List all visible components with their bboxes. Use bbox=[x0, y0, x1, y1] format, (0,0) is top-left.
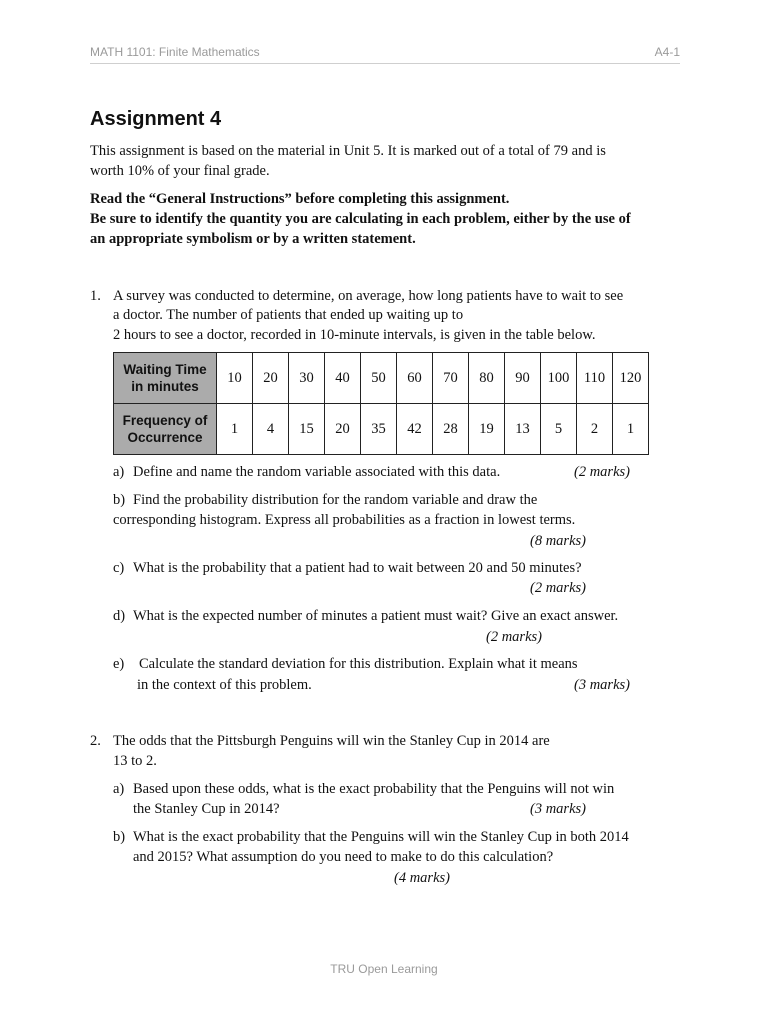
table-cell: 30 bbox=[289, 353, 325, 404]
q1d-text: What is the expected number of minutes a patient must wait? Give an exact answer. bbox=[133, 608, 619, 624]
table-cell: 40 bbox=[325, 353, 361, 404]
table-cell: 110 bbox=[577, 353, 613, 404]
table-cell: 1 bbox=[217, 404, 253, 455]
table-cell: 35 bbox=[361, 404, 397, 455]
table-cell: 15 bbox=[289, 404, 325, 455]
q1a-label: a) bbox=[113, 464, 125, 480]
table-cell: 10 bbox=[217, 353, 253, 404]
table-cell: 2 bbox=[577, 404, 613, 455]
q1-line: a doctor. The number of patients that ended up waiting up to bbox=[113, 307, 464, 323]
q1e-label: e) bbox=[113, 656, 125, 672]
q2b-marks: (4 marks) bbox=[394, 870, 450, 886]
header-divider bbox=[90, 63, 680, 64]
q2a-label: a) bbox=[113, 781, 125, 797]
q2a-line: the Stanley Cup in 2014? bbox=[133, 801, 280, 817]
q2b-line: What is the exact probability that the Penguins will win the Stanley Cup in both 2014 bbox=[133, 829, 629, 845]
table-header-cell bbox=[114, 404, 217, 455]
q1-number: 1. bbox=[90, 288, 101, 304]
header-text: Waiting Time bbox=[123, 362, 207, 377]
q2b-label: b) bbox=[113, 829, 126, 845]
q1-line: 2 hours to see a doctor, recorded in 10-minute intervals, is given in the table below. bbox=[113, 327, 596, 343]
q1c-marks: (2 marks) bbox=[530, 580, 586, 596]
table-row bbox=[114, 353, 649, 404]
header-text: Occurrence bbox=[127, 430, 203, 445]
table-cell: 100 bbox=[541, 353, 577, 404]
table-cell: 13 bbox=[505, 404, 541, 455]
table-cell: 1 bbox=[613, 404, 649, 455]
q1b-line: Find the probability distribution for the random variable and draw the bbox=[133, 492, 538, 508]
q1d-marks: (2 marks) bbox=[486, 629, 542, 645]
table-header-cell bbox=[114, 353, 217, 404]
q1e-marks: (3 marks) bbox=[574, 677, 630, 693]
table-cell: 70 bbox=[433, 353, 469, 404]
table-cell: 4 bbox=[253, 404, 289, 455]
instruction-line: an appropriate symbolism or by a written statement. bbox=[90, 231, 416, 247]
q1e-line: in the context of this problem. bbox=[137, 677, 312, 693]
course-title: MATH 1101: Finite Mathematics bbox=[90, 45, 260, 59]
q2b-line: and 2015? What assumption do you need to make to do this calculation? bbox=[133, 849, 554, 865]
waiting-time-table bbox=[113, 352, 649, 455]
q2-number: 2. bbox=[90, 733, 101, 749]
page-footer: TRU Open Learning bbox=[330, 962, 438, 976]
intro-paragraph bbox=[90, 141, 680, 181]
table-cell: 20 bbox=[253, 353, 289, 404]
table-cell: 50 bbox=[361, 353, 397, 404]
table-cell: 5 bbox=[541, 404, 577, 455]
header-text: Frequency of bbox=[122, 413, 208, 428]
q1c-label: c) bbox=[113, 560, 125, 576]
q2-line: 13 to 2. bbox=[113, 753, 157, 769]
q1b-line: corresponding histogram. Express all probabilities as a fraction in lowest terms. bbox=[113, 512, 576, 528]
q1-line: A survey was conducted to determine, on average, how long patients have to wait to see bbox=[113, 288, 624, 304]
q1b-label: b) bbox=[113, 492, 126, 508]
table-cell: 80 bbox=[469, 353, 505, 404]
q1a-text: Define and name the random variable associated with this data. bbox=[133, 464, 501, 480]
table-cell: 90 bbox=[505, 353, 541, 404]
table-cell: 20 bbox=[325, 404, 361, 455]
intro-line: This assignment is based on the material in Unit 5. It is marked out of a total of 79 and is bbox=[90, 143, 606, 159]
table-cell: 42 bbox=[397, 404, 433, 455]
table-cell: 19 bbox=[469, 404, 505, 455]
page-code: A4-1 bbox=[654, 45, 680, 59]
table-row bbox=[114, 404, 649, 455]
q1e-line: Calculate the standard deviation for this distribution. Explain what it means bbox=[139, 656, 578, 672]
instruction-line: Be sure to identify the quantity you are calculating in each problem, either by the use of bbox=[90, 211, 631, 227]
q2-line: The odds that the Pittsburgh Penguins will win the Stanley Cup in 2014 are bbox=[113, 733, 550, 749]
q1a-marks: (2 marks) bbox=[574, 464, 630, 480]
q2a-marks: (3 marks) bbox=[530, 801, 586, 817]
table-cell: 28 bbox=[433, 404, 469, 455]
table-cell: 60 bbox=[397, 353, 433, 404]
q1b-marks: (8 marks) bbox=[530, 533, 586, 549]
instructions-paragraph bbox=[90, 189, 680, 249]
assignment-title: Assignment 4 bbox=[90, 108, 222, 130]
table-cell: 120 bbox=[613, 353, 649, 404]
q1c-text: What is the probability that a patient had to wait between 20 and 50 minutes? bbox=[133, 560, 582, 576]
intro-line: worth 10% of your final grade. bbox=[90, 163, 270, 179]
q2a-line: Based upon these odds, what is the exact probability that the Penguins will not win bbox=[133, 781, 615, 797]
header-text: in minutes bbox=[131, 379, 199, 394]
q1d-label: d) bbox=[113, 608, 126, 624]
instruction-line: Read the “General Instructions” before completing this assignment. bbox=[90, 191, 510, 207]
